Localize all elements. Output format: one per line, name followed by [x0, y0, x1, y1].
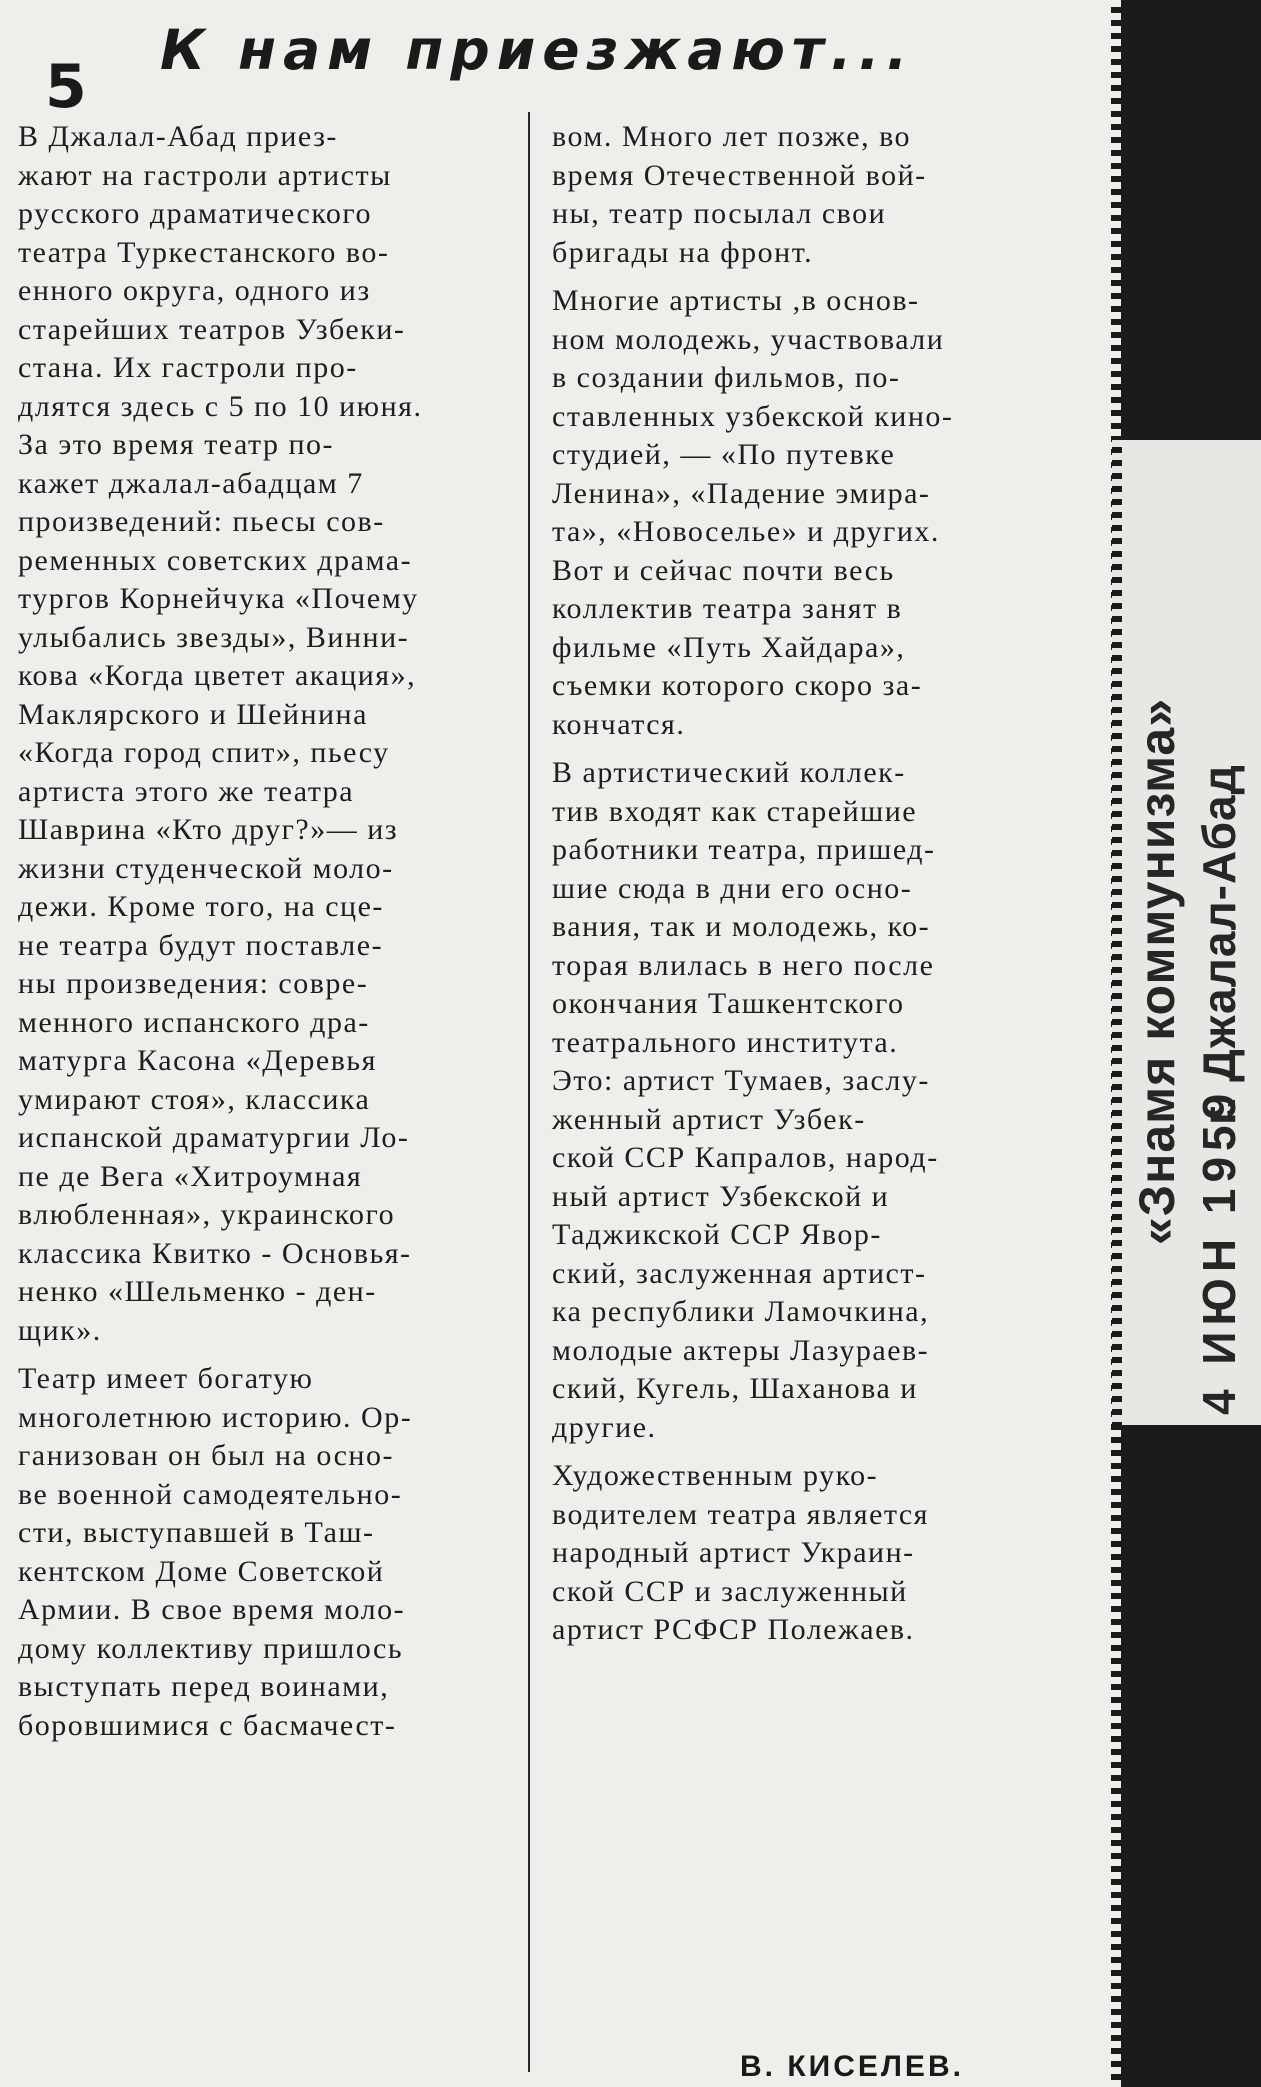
- text-line: дому коллективу пришлось: [18, 1631, 403, 1665]
- author-signature: В. КИСЕЛЕВ.: [740, 2050, 964, 2083]
- text-line: вания, так и молодежь, ко-: [552, 910, 931, 943]
- text-line: испанской драматургии Ло-: [18, 1121, 410, 1154]
- stamp-city: г. Джалал-Абад: [1193, 764, 1245, 1125]
- text-line: ский, заслуженная артист-: [552, 1256, 927, 1290]
- text-line: Театр имеет богатую: [18, 1362, 314, 1395]
- article-paragraph: [552, 1457, 1064, 1650]
- text-line: окончания Ташкентского: [552, 987, 905, 1020]
- text-line: За это время театр по-: [18, 428, 335, 461]
- text-line: ганизован он был на осно-: [18, 1439, 394, 1472]
- article-paragraph: [552, 754, 1064, 1447]
- text-line: Вот и сейчас почти весь: [552, 553, 895, 587]
- text-line: театра Туркестанского во-: [18, 235, 390, 269]
- text-line: съемки которого скоро за-: [552, 669, 923, 702]
- text-line: Таджикской ССР Явор-: [552, 1218, 882, 1251]
- stamp-newspaper-name: «Знамя коммунизма»: [1129, 697, 1185, 1245]
- article-column-2: [552, 118, 1064, 1650]
- text-line: ский, Кугель, Шаханова и: [552, 1372, 918, 1405]
- text-line: в создании фильмов, по-: [552, 361, 901, 394]
- text-line: кова «Когда цветет акация»,: [18, 659, 417, 692]
- text-line: молодые актеры Лазураев-: [552, 1333, 930, 1367]
- text-line: «Когда город спит», пьесу: [18, 736, 390, 769]
- text-line: артиста этого же театра: [18, 774, 355, 808]
- text-line: щик».: [18, 1313, 102, 1347]
- text-line: пе де Вега «Хитроумная: [18, 1159, 363, 1193]
- text-line: ный артист Узбекской и: [552, 1179, 890, 1213]
- text-line: фильме «Путь Хайдара»,: [552, 630, 906, 664]
- article-paragraph: [18, 118, 518, 1350]
- text-line: торая влилась в него после: [552, 948, 935, 982]
- text-line: тургов Корнейчука «Почему: [18, 582, 419, 615]
- newspaper-date-stamp: [1118, 440, 1261, 1425]
- handwritten-number-mark: 5: [45, 52, 87, 122]
- text-line: театрального института.: [552, 1025, 899, 1059]
- text-line: ны, театр посылал свои: [552, 197, 887, 230]
- text-line: не театра будут поставле-: [18, 928, 384, 962]
- text-line: артист РСФСР Полежаев.: [552, 1613, 915, 1646]
- text-line: ременных советских драма-: [18, 543, 413, 577]
- text-line: женный артист Узбек-: [552, 1102, 866, 1136]
- headline: К нам приезжают...: [160, 18, 915, 82]
- text-line: умирают стоя», классика: [18, 1082, 371, 1116]
- article-column-1: [18, 118, 518, 1745]
- text-line: Шаврина «Кто друг?»— из: [18, 813, 399, 846]
- text-line: улыбались звезды», Винни-: [18, 620, 410, 654]
- text-line: бригады на фронт.: [552, 235, 814, 269]
- text-line: Многие артисты ,в основ-: [552, 284, 920, 317]
- article-paragraph: [552, 282, 1064, 744]
- text-line: жают на гастроли артисты: [18, 158, 392, 192]
- text-line: ка республики Ламочкина,: [552, 1295, 930, 1328]
- text-line: Ленина», «Падение эмира-: [552, 476, 931, 510]
- text-line: водителем театра является: [552, 1497, 929, 1531]
- text-line: время Отечественной вой-: [552, 158, 927, 192]
- text-line: матурга Касона «Деревья: [18, 1044, 377, 1077]
- text-line: кажет джалал-абадцам 7: [18, 466, 364, 500]
- column-divider: [528, 112, 530, 2072]
- article-paragraph: [552, 118, 1064, 272]
- text-line: дежи. Кроме того, на сце-: [18, 890, 384, 923]
- text-line: народный артист Украин-: [552, 1536, 915, 1569]
- text-line: ставленных узбекской кино-: [552, 399, 954, 433]
- text-line: старейших театров Узбеки-: [18, 312, 406, 346]
- text-line: вом. Много лет позже, во: [552, 120, 912, 153]
- text-line: тив входят как старейшие: [552, 794, 918, 828]
- text-line: кентском Доме Советской: [18, 1554, 385, 1588]
- text-line: ской ССР и заслуженный: [552, 1574, 908, 1608]
- text-line: другие.: [552, 1410, 657, 1444]
- text-line: Художественным руко-: [552, 1459, 879, 1492]
- stamp-date: 4 ИЮН 1959: [1193, 1087, 1245, 1415]
- text-line: ской ССР Капралов, народ-: [552, 1141, 939, 1174]
- text-line: Это: артист Тумаев, заслу-: [552, 1064, 930, 1097]
- text-line: боровшимися с басмачест-: [18, 1708, 397, 1742]
- text-line: длятся здесь с 5 по 10 июня.: [18, 389, 423, 423]
- text-line: многолетнюю историю. Ор-: [18, 1400, 413, 1434]
- text-line: ны произведения: совре-: [18, 967, 369, 1000]
- text-line: влюбленная», украинского: [18, 1198, 396, 1231]
- text-line: ненко «Шельменко - ден-: [18, 1275, 377, 1308]
- article-paragraph: [18, 1360, 518, 1745]
- text-line: ном молодежь, участвовали: [552, 322, 945, 356]
- text-line: стана. Их гастроли про-: [18, 351, 358, 384]
- text-line: классика Квитко - Основья-: [18, 1236, 412, 1270]
- text-line: ве военной самодеятельно-: [18, 1477, 403, 1511]
- text-line: Маклярского и Шейнина: [18, 697, 368, 731]
- text-line: выступать перед воинами,: [18, 1670, 390, 1703]
- text-line: жизни студенческой моло-: [18, 851, 394, 885]
- text-line: Армии. В свое время моло-: [18, 1593, 406, 1626]
- text-line: произведений: пьесы сов-: [18, 505, 385, 538]
- text-line: работники театра, пришед-: [552, 833, 936, 866]
- text-line: В артистический коллек-: [552, 756, 906, 789]
- text-line: та», «Новоселье» и других.: [552, 515, 940, 548]
- text-line: шие сюда в дни его осно-: [552, 871, 913, 905]
- text-line: коллектив театра занят в: [552, 592, 903, 625]
- text-line: кончатся.: [552, 707, 686, 741]
- text-line: сти, выступавшей в Таш-: [18, 1516, 375, 1549]
- text-line: менного испанского дра-: [18, 1005, 370, 1039]
- text-line: русского драматического: [18, 197, 372, 230]
- text-line: енного округа, одного из: [18, 274, 371, 307]
- text-line: В Джалал-Абад приез-: [18, 120, 338, 153]
- text-line: студией, — «По путевке: [552, 438, 896, 471]
